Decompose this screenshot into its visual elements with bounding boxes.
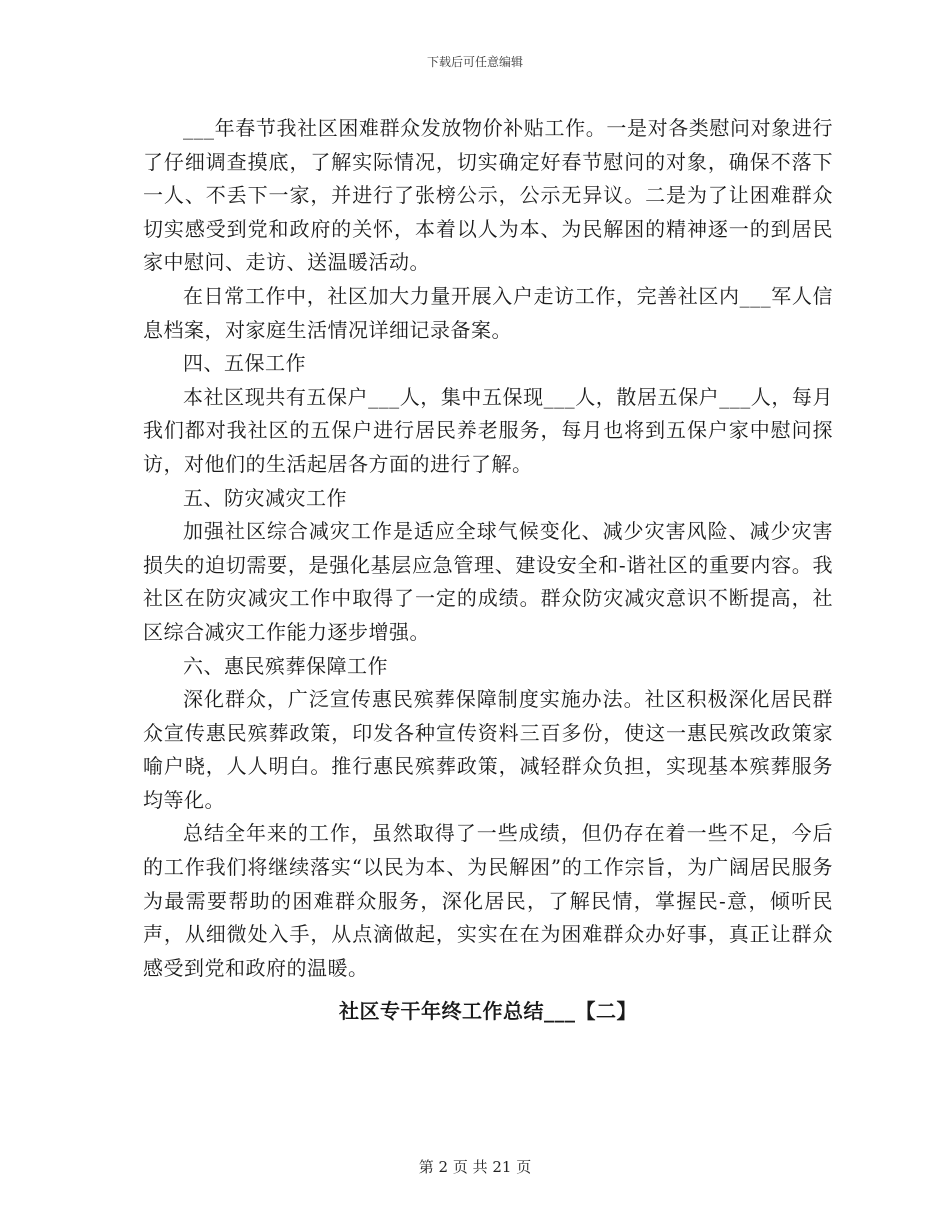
paragraph-summary: 总结全年来的工作，虽然取得了一些成绩，但仍存在着一些不足，今后的工作我们将继续落实“以民为本、为民解困”的工作宗旨，为广阔居民服务为最需要帮助的困难群众服务，深化居民，了解民情，掌握民-意，倾听民声，从细微处入手，从点滴做起，实实在在为困难群众办好事，真正让群众感受到党和政府的温暖。 xyxy=(143,821,833,980)
section-title: 社区专干年终工作总结___【二】 xyxy=(339,999,637,1024)
paragraph-five-guarantees: 本社区现共有五保户___人，集中五保现___人，散居五保户___人，每月我们都对我社区的五保户进行居民养老服务，每月也将到五保户家中慰问探访，对他们的生活起居各方面的进行了解。 xyxy=(143,384,833,476)
paragraph-spring-festival: ___年春节我社区困难群众发放物价补贴工作。一是对各类慰问对象进行了仔细调查摸底，了解实际情况，切实确定好春节慰问的对象，确保不落下一人、不丢下一家，并进行了张榜公示，公示无异议。二是为了让困难群众切实感受到党和政府的关怀，本着以人为本、为民解困的精神逐一的到居民家中慰问、走访、送温暖活动。 xyxy=(143,116,833,275)
heading-disaster-prevention: 五、防灾减灾工作 xyxy=(183,485,347,510)
page-header-note: 下载后可任意编辑 xyxy=(426,55,523,69)
heading-funeral-support: 六、惠民殡葬保障工作 xyxy=(183,653,388,678)
document-body xyxy=(143,112,833,1029)
paragraph-funeral-support: 深化群众，广泛宣传惠民殡葬保障制度实施办法。社区积极深化居民群众宣传惠民殡葬政策，印发各种宣传资料三百多份，使这一惠民殡改政策家喻户晓，人人明白。推行惠民殡葬政策，减轻群众负担，实现基本殡葬服务均等化。 xyxy=(143,687,833,812)
paragraph-disaster-prevention: 加强社区综合减灾工作是适应全球气候变化、减少灾害风险、减少灾害损失的迫切需要，是强化基层应急管理、建设安全和-谐社区的重要内容。我社区在防灾减灾工作中取得了一定的成绩。群众防灾减灾意识不断提高，社区综合减灾工作能力逐步增强。 xyxy=(143,519,833,644)
heading-five-guarantees: 四、五保工作 xyxy=(183,351,306,376)
paragraph-daily-visits: 在日常工作中，社区加大力量开展入户走访工作，完善社区内___军人信息档案，对家庭生活情况详细记录备案。 xyxy=(143,283,833,342)
page-number-footer: 第 2 页 共 21 页 xyxy=(418,1158,532,1176)
